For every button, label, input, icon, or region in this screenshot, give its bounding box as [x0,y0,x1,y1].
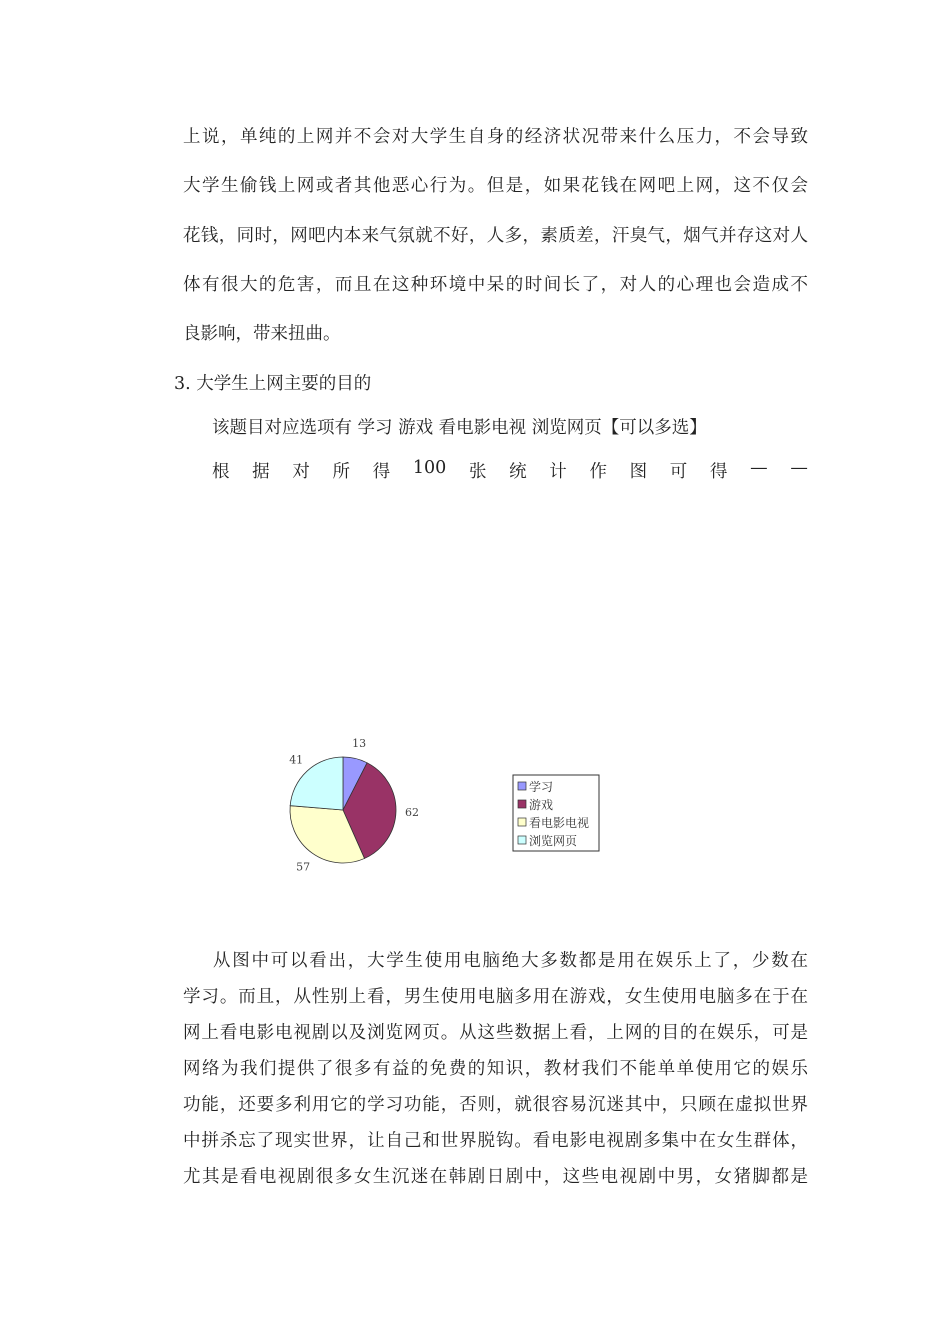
chart-intro-glyph: — [750,458,768,478]
legend-swatch [518,836,526,844]
paragraph-line: 从图中可以看出，大学生使用电脑绝大多数都是用在娱乐上了，少数在 [213,951,808,971]
chart-intro-glyph: 得 [709,462,728,482]
chart-intro-glyph: — [790,458,808,478]
options-line: 该题目对应选项有 学习 游戏 看电影电视 浏览网页【可以多选】 [212,418,707,438]
legend-label: 游戏 [529,798,554,812]
pie-data-label: 41 [289,753,304,767]
pie-data-label: 62 [405,805,419,819]
paragraph-line: 上说，单纯的上网并不会对大学生自身的经济状况带来什么压力，不会导致 [183,127,808,147]
chart-intro-line [212,458,808,483]
chart-intro-glyph: 张 [468,462,487,482]
chart-intro-glyph: 据 [252,462,270,482]
pie-chart [270,730,630,900]
chart-intro-glyph: 得 [372,462,391,482]
pie-data-label: 57 [296,860,311,874]
paragraph-internet-cafe [183,124,808,370]
paragraph-line: 学习。而且，从性别上看，男生使用电脑多用在游戏，女生使用电脑多在于在 [183,987,808,1007]
legend-swatch [518,782,526,790]
legend-label: 学习 [529,780,554,794]
chart-intro-glyph: 可 [669,462,688,482]
pie-data-label: 13 [352,736,367,750]
section-heading: 3. 大学生上网主要的目的 [174,374,372,394]
chart-intro-glyph: 计 [549,462,567,482]
paragraph-line: 大学生偷钱上网或者其他恶心行为。但是，如果花钱在网吧上网，这不仅会 [183,176,808,197]
legend-label: 看电影电视 [529,816,590,830]
paragraph-analysis [183,948,808,1200]
legend-swatch [518,800,526,808]
paragraph-line: 尤其是看电视剧很多女生沉迷在韩剧日剧中，这些电视剧中男，女猪脚都是 [183,1167,808,1187]
paragraph-line: 花钱，同时，网吧内本来气氛就不好，人多，素质差，汗臭气，烟气并存这对人 [183,225,808,246]
chart-intro-glyph: 根 [212,462,230,482]
legend-swatch [518,818,526,826]
legend-label: 浏览网页 [529,834,578,848]
chart-intro-glyph: 100 [412,458,447,478]
pie-chart-svg [270,730,630,900]
paragraph-line: 良影响，带来扭曲。 [183,324,341,345]
paragraph-line: 体有很大的危害，而且在这种环境中呆的时间长了，对人的心理也会造成不 [183,274,808,295]
chart-intro-glyph: 图 [629,462,648,482]
chart-intro-glyph: 作 [589,462,607,482]
chart-intro-glyph: 统 [509,462,527,482]
paragraph-line: 网上看电影电视剧以及浏览网页。从这些数据上看，上网的目的在娱乐，可是 [183,1023,808,1043]
chart-intro-glyph: 所 [332,462,351,482]
paragraph-line: 中拼杀忘了现实世界，让自己和世界脱钩。看电影电视剧多集中在女生群体， [183,1131,808,1151]
chart-intro-glyph: 对 [292,462,310,482]
paragraph-line: 网络为我们提供了很多有益的免费的知识，教材我们不能单单使用它的娱乐 [183,1059,808,1079]
paragraph-line: 功能，还要多利用它的学习功能，否则，就很容易沉迷其中，只顾在虚拟世界 [183,1095,808,1115]
